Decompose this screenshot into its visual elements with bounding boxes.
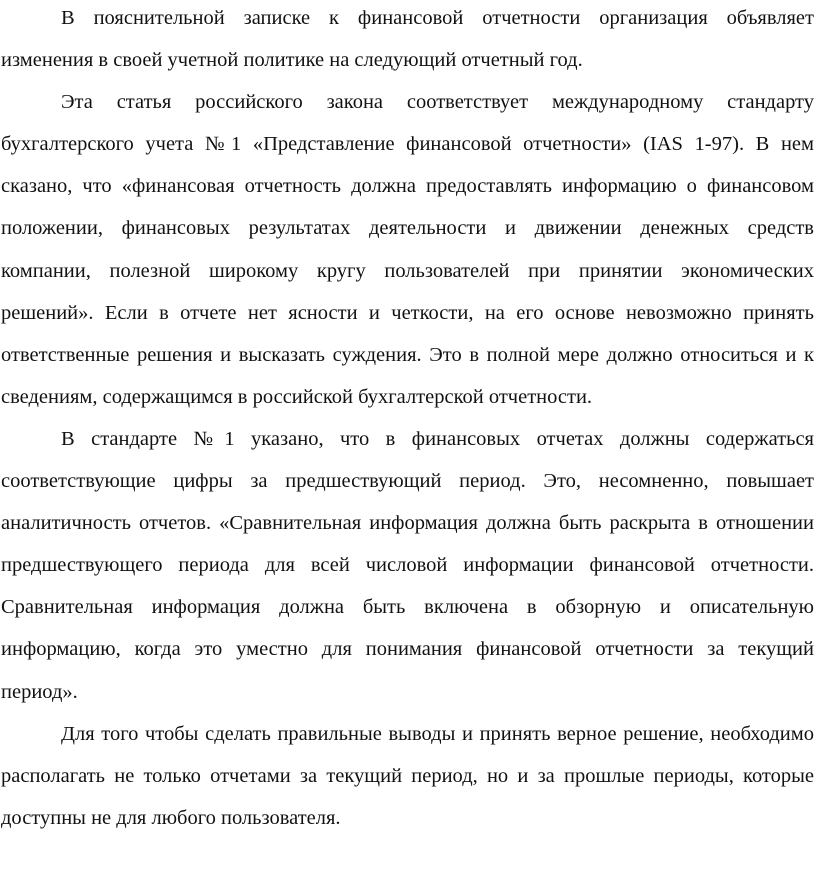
paragraph-ias-standard: Эта статья российского закона соответствует международному стандарту бухгалтерского учета №1 «Представление финансовой отчетности» (IAS 1-97). В нем сказано, что «финансовая отчетность должна предоставлять информацию о финансовом положении, финансовых результатах деятельности и движении денежных средств компании, полезной широкому кругу пользователей при принятии экономических решений». Если в отчете нет ясности и четкости, на его основе невозможно принять ответственные решения и высказать суждения. Это в полной мере должно относиться и к сведениям, содержащимся в российской бухгалтерской отчетности. bbox=[1, 91, 814, 408]
paragraph-accounting-policy: В пояснительной записке к финансовой отчетности организация объявляет изменения в своей учетной политике на следующий отчетный год. bbox=[1, 7, 814, 72]
paragraph-conclusions: Для того чтобы сделать правильные выводы и принять верное решение, необходимо располагать не только отчетами за текущий период, но и за прошлые периоды, которые доступны не для любого пользователя. bbox=[1, 722, 814, 829]
paragraph-comparative-information: В стандарте №1 указано, что в финансовых отчетах должны содержаться соответствующие цифры за предшествующий период. Это, несомненно, повышает аналитичность отчетов. «Сравнительная информация должна быть раскрыта в отношении предшествующего периода для всей числовой информации финансовой отчетности. Сравнительная информация должна быть включена в обзорную и описательную информацию, когда это уместно для понимания финансовой отчетности за текущий период». bbox=[1, 427, 814, 703]
